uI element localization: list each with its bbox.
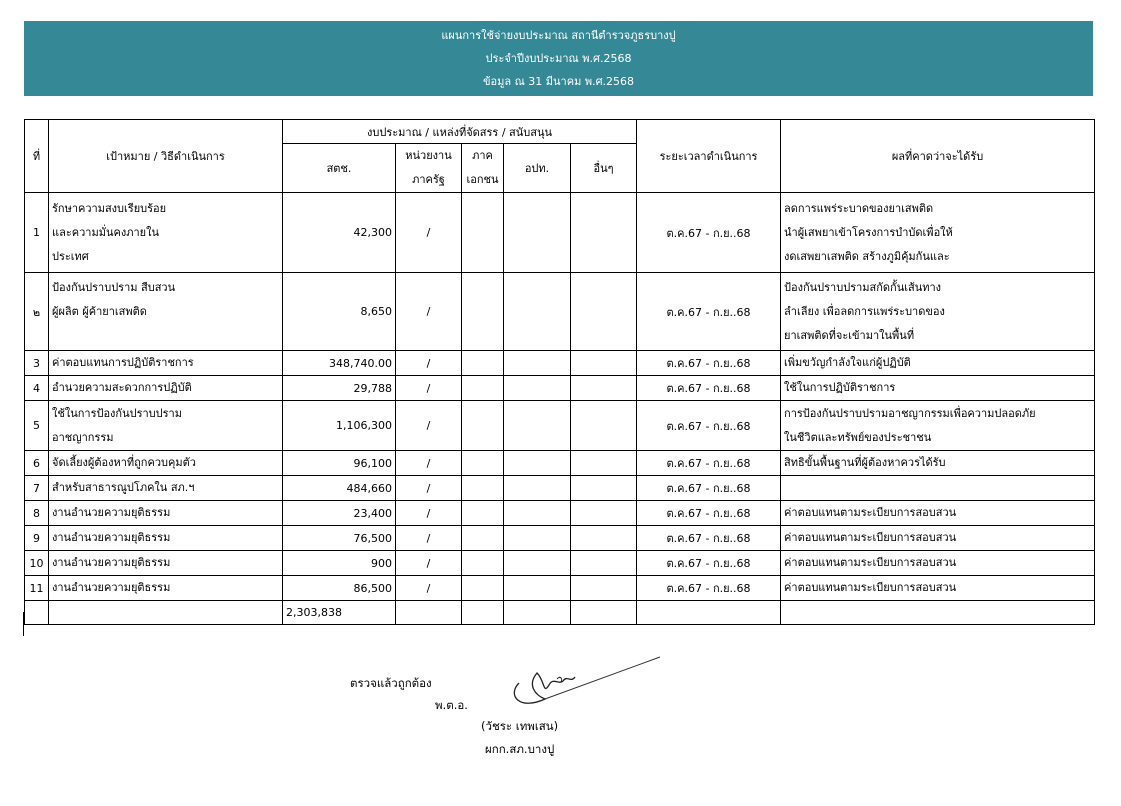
total-row: [25, 601, 1095, 625]
row-gov-mark: /: [396, 576, 462, 601]
total-no: [25, 601, 49, 625]
row-budget-sodch: 86,500: [283, 576, 396, 601]
col-header-sodch: สตช.: [283, 144, 396, 193]
footer-name: (วัชระ เทพเสน): [481, 719, 559, 733]
col-header-budget-group: งบประมาณ / แหล่งที่จัดสรร / สนับสนุน: [283, 120, 637, 144]
row-period: ต.ค.67 - ก.ย..68: [637, 526, 781, 551]
row-private: [462, 501, 504, 526]
row-opt: [504, 451, 571, 476]
row-result: [781, 576, 1095, 601]
row-result-line: สิทธิขั้นพื้นฐานที่ผู้ต้องหาควรได้รับ: [784, 456, 946, 469]
total-amount: 2,303,838: [283, 601, 396, 625]
row-other: [571, 501, 637, 526]
row-period: ต.ค.67 - ก.ย..68: [637, 551, 781, 576]
col-header-period: ระยะเวลาดำเนินการ: [637, 120, 781, 193]
row-result-line: งดเสพยาเสพติด สร้างภูมิคุ้มกันและ: [784, 249, 950, 263]
report-header: [24, 21, 1093, 96]
table-row: [25, 551, 1095, 576]
row-result-line: การป้องกันปราบปรามอาชญากรรมเพื่อความปลอดภัย: [784, 406, 1036, 420]
row-goal-line: สำหรับสาธารณูปโภคใน สภ.ฯ: [52, 481, 195, 494]
table-row: [25, 401, 1095, 451]
row-goal: [49, 193, 283, 273]
row-result: [781, 551, 1095, 576]
row-period: ต.ค.67 - ก.ย..68: [637, 273, 781, 351]
row-number: 1: [25, 193, 49, 273]
row-result: [781, 193, 1095, 273]
row-result-line: [784, 476, 1091, 500]
row-goal-line: ค่าตอบแทนการปฏิบัติราชการ: [52, 356, 194, 369]
table-row: [25, 526, 1095, 551]
row-other: [571, 401, 637, 451]
row-result-line: ค่าตอบแทนตามระเบียบการสอบสวน: [784, 506, 957, 519]
row-goal: [49, 401, 283, 451]
row-number: 5: [25, 401, 49, 451]
total-label: [49, 601, 283, 625]
row-result-line: ลดการแพร่ระบาดของยาเสพติด: [784, 201, 934, 215]
total-opt: [504, 601, 571, 625]
row-result: [781, 451, 1095, 476]
row-private: [462, 193, 504, 273]
row-other: [571, 526, 637, 551]
row-goal: [49, 551, 283, 576]
col-header-private-line1: ภาค: [472, 149, 493, 162]
row-budget-sodch: 348,740.00: [283, 351, 396, 376]
row-goal: [49, 376, 283, 401]
row-result: [781, 476, 1095, 501]
total-result: [781, 601, 1095, 625]
header-title: แผนการใช้จ่ายงบประมาณ สถานีตำรวจภูธรบางปู: [441, 29, 676, 42]
row-number: 11: [25, 576, 49, 601]
row-result-line: ค่าตอบแทนตามระเบียบการสอบสวน: [784, 556, 957, 569]
row-budget-sodch: 42,300: [283, 193, 396, 273]
table-left-border-extension: [23, 612, 24, 636]
row-goal: [49, 451, 283, 476]
row-opt: [504, 193, 571, 273]
row-other: [571, 351, 637, 376]
row-goal-line: จัดเลี้ยงผู้ต้องหาที่ถูกควบคุมตัว: [52, 456, 196, 469]
row-result: [781, 526, 1095, 551]
col-header-no: ที่: [25, 120, 49, 193]
row-private: [462, 551, 504, 576]
row-other: [571, 376, 637, 401]
row-goal-line: งานอำนวยความยุติธรรม: [52, 506, 171, 519]
row-opt: [504, 576, 571, 601]
row-result-line: ป้องกันปราบปรามสกัดกั้นเส้นทาง: [784, 280, 942, 294]
row-opt: [504, 351, 571, 376]
row-number: 10: [25, 551, 49, 576]
row-number: 7: [25, 476, 49, 501]
table-row: [25, 376, 1095, 401]
row-period: ต.ค.67 - ก.ย..68: [637, 376, 781, 401]
row-private: [462, 476, 504, 501]
row-goal: [49, 351, 283, 376]
row-goal-line: [52, 324, 279, 348]
row-other: [571, 576, 637, 601]
col-header-other: อื่นๆ: [571, 144, 637, 193]
table-row: [25, 576, 1095, 601]
row-result-line: ลำเลียง เพื่อลดการแพร่ระบาดของ: [784, 304, 945, 318]
total-period: [637, 601, 781, 625]
row-budget-sodch: 76,500: [283, 526, 396, 551]
row-goal-line: ใช้ในการป้องกันปราบปราม: [52, 406, 182, 420]
footer-rank: พ.ต.อ.: [435, 698, 468, 712]
row-goal-line: ผู้ผลิต ผู้ค้ายาเสพติด: [52, 304, 147, 318]
total-gov: [396, 601, 462, 625]
row-private: [462, 273, 504, 351]
row-goal-line: อำนวยความสะดวกการปฏิบัติ: [52, 381, 192, 394]
row-goal: [49, 576, 283, 601]
row-goal-line: งานอำนวยความยุติธรรม: [52, 556, 171, 569]
row-gov-mark: /: [396, 476, 462, 501]
row-gov-mark: /: [396, 351, 462, 376]
total-private: [462, 601, 504, 625]
row-goal-line: ป้องกันปราบปราม สืบสวน: [52, 280, 176, 294]
col-header-gov: [396, 144, 462, 193]
table-row: [25, 476, 1095, 501]
row-budget-sodch: 23,400: [283, 501, 396, 526]
row-opt: [504, 501, 571, 526]
row-opt: [504, 273, 571, 351]
row-goal-line: งานอำนวยความยุติธรรม: [52, 531, 171, 544]
row-other: [571, 193, 637, 273]
row-period: ต.ค.67 - ก.ย..68: [637, 476, 781, 501]
row-goal-line: รักษาความสงบเรียบร้อย: [52, 201, 167, 215]
total-other: [571, 601, 637, 625]
row-goal: [49, 501, 283, 526]
header-fiscal-year: ประจำปีงบประมาณ พ.ศ.2568: [485, 52, 632, 65]
row-gov-mark: /: [396, 376, 462, 401]
table-row: [25, 193, 1095, 273]
row-gov-mark: /: [396, 193, 462, 273]
row-opt: [504, 376, 571, 401]
row-result: [781, 376, 1095, 401]
row-gov-mark: /: [396, 401, 462, 451]
row-result: [781, 273, 1095, 351]
row-number: 9: [25, 526, 49, 551]
header-data-date: ข้อมูล ณ 31 มีนาคม พ.ศ.2568: [482, 75, 635, 88]
footer-position: ผกก.สภ.บางปู: [485, 742, 555, 756]
row-private: [462, 526, 504, 551]
row-number: 4: [25, 376, 49, 401]
row-budget-sodch: 1,106,300: [283, 401, 396, 451]
row-budget-sodch: 29,788: [283, 376, 396, 401]
budget-plan-table: [24, 119, 1095, 625]
row-number: ๒: [25, 273, 49, 351]
row-number: 6: [25, 451, 49, 476]
row-period: ต.ค.67 - ก.ย..68: [637, 576, 781, 601]
row-number: 8: [25, 501, 49, 526]
row-number: 3: [25, 351, 49, 376]
row-result-line: ยาเสพติดที่จะเข้ามาในพื้นที่: [784, 328, 915, 342]
row-period: ต.ค.67 - ก.ย..68: [637, 401, 781, 451]
row-result-line: ในชีวิตและทรัพย์ของประชาชน: [784, 430, 932, 444]
table-row: [25, 273, 1095, 351]
col-header-opt: อปท.: [504, 144, 571, 193]
row-result-line: ค่าตอบแทนตามระเบียบการสอบสวน: [784, 581, 957, 594]
row-goal: [49, 476, 283, 501]
row-goal-line: งานอำนวยความยุติธรรม: [52, 581, 171, 594]
row-result-line: ใช้ในการปฏิบัติราชการ: [784, 381, 896, 394]
row-result: [781, 501, 1095, 526]
row-budget-sodch: 484,660: [283, 476, 396, 501]
row-gov-mark: /: [396, 526, 462, 551]
signature-image: [505, 655, 665, 717]
col-header-gov-line2: ภาครัฐ: [412, 173, 445, 186]
row-opt: [504, 401, 571, 451]
row-period: ต.ค.67 - ก.ย..68: [637, 451, 781, 476]
row-private: [462, 451, 504, 476]
footer-checked: ตรวจแล้วถูกต้อง: [350, 676, 432, 690]
row-private: [462, 376, 504, 401]
row-private: [462, 576, 504, 601]
row-goal-line: และความมั่นคงภายใน: [52, 225, 159, 239]
table-row: [25, 501, 1095, 526]
row-goal: [49, 273, 283, 351]
row-opt: [504, 526, 571, 551]
row-other: [571, 476, 637, 501]
row-private: [462, 351, 504, 376]
row-result-line: เพิ่มขวัญกำลังใจแก่ผู้ปฏิบัติ: [784, 356, 911, 369]
row-result-line: ค่าตอบแทนตามระเบียบการสอบสวน: [784, 531, 957, 544]
row-other: [571, 551, 637, 576]
table-row: [25, 451, 1095, 476]
row-goal-line: ประเทศ: [52, 249, 89, 263]
row-goal: [49, 526, 283, 551]
col-header-result: ผลที่คาดว่าจะได้รับ: [781, 120, 1095, 193]
row-goal-line: อาชญากรรม: [52, 430, 114, 444]
row-opt: [504, 476, 571, 501]
row-result: [781, 351, 1095, 376]
row-gov-mark: /: [396, 273, 462, 351]
row-opt: [504, 551, 571, 576]
row-period: ต.ค.67 - ก.ย..68: [637, 351, 781, 376]
row-other: [571, 451, 637, 476]
col-header-private-line2: เอกชน: [466, 173, 499, 186]
row-gov-mark: /: [396, 501, 462, 526]
row-period: ต.ค.67 - ก.ย..68: [637, 193, 781, 273]
row-budget-sodch: 900: [283, 551, 396, 576]
row-gov-mark: /: [396, 451, 462, 476]
row-result-line: นำผู้เสพยาเข้าโครงการบำบัดเพื่อให้: [784, 225, 953, 239]
row-other: [571, 273, 637, 351]
row-result: [781, 401, 1095, 451]
col-header-private: [462, 144, 504, 193]
row-budget-sodch: 96,100: [283, 451, 396, 476]
row-period: ต.ค.67 - ก.ย..68: [637, 501, 781, 526]
col-header-gov-line1: หน่วยงาน: [405, 149, 452, 162]
row-private: [462, 401, 504, 451]
row-budget-sodch: 8,650: [283, 273, 396, 351]
row-gov-mark: /: [396, 551, 462, 576]
col-header-goal: เป้าหมาย / วิธีดำเนินการ: [49, 120, 283, 193]
table-row: [25, 351, 1095, 376]
